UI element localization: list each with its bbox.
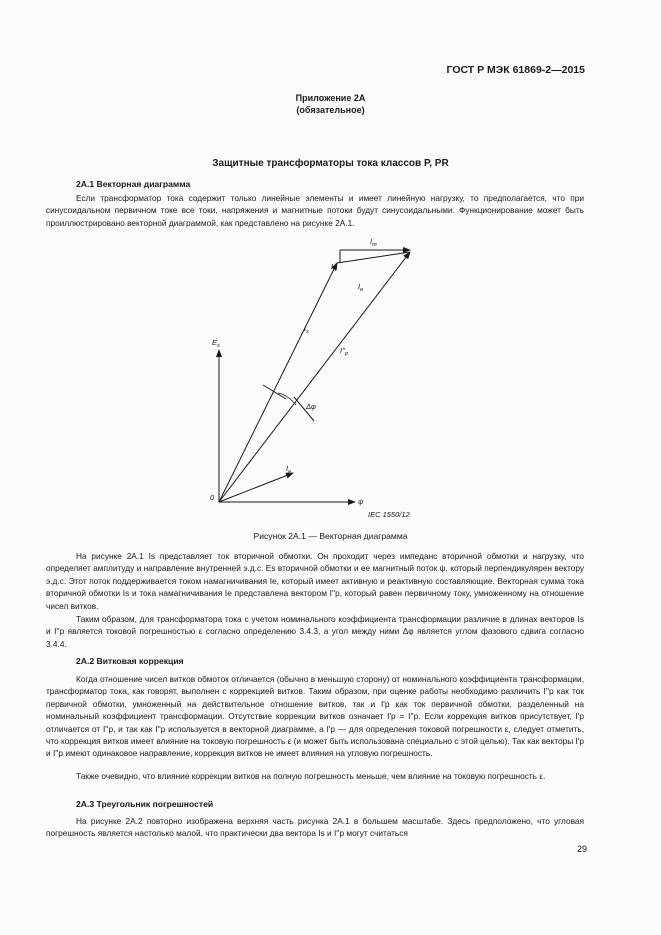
- document-title: Защитные трансформаторы тока классов Р, PR: [212, 158, 449, 169]
- is-tick-mark: [263, 385, 286, 399]
- page-number: 29: [576, 844, 587, 854]
- paragraph: [46, 770, 584, 782]
- label-im: $I_m$: [370, 237, 377, 248]
- figure-caption: Рисунок 2А.1 — Векторная диаграмма: [253, 531, 408, 541]
- is-vector: [219, 263, 337, 502]
- figure-code: IEC 1550/12: [368, 510, 410, 519]
- paragraph-text: Когда отношение чисел витков обмоток отличается (обычно в меньшую сторону) от номинального коэффициента трансформации, трансформатор тока, как говорят, выполнен с коррекцией витков. Таким образом, при оценке работы необходимо различить I''p как ток первичной обмотки, умноженный на действительное отношение витков, так и I'p как ток первичной обмотки, разделенный на номинальный коэффициент трансформации. Отсутствие коррекции витков означает I'p = I''p. Если коррекция витков присутствует, I'p отличается от I''p, и так как I''p используется в векторной диаграмме, а I'p — для определения токовой погрешности ε, следует отметить, что коррекция витков имеет влияние на токовую погрешность ε (и может быть использована специально с этой целью). Так как векторы I'p и I''p имеют одинаковое направление, коррекция витков не имеет влияния на угловую погрешность.: [46, 674, 584, 759]
- standard-header: ГОСТ Р МЭК 61869-2—2015: [446, 64, 585, 76]
- paragraph-text: На рисунке 2А.1 Is представляет ток вторичной обмотки. Он проходит через импеданс вторичной обмотки и нагрузку, что определяет амплитуду и направление внутренней э.д.с. Es вторичной обмотки и ее магнитный поток ψ, который перпендикулярен вектору э.д.с. Этот поток поддерживается током намагничивания Ie, который имеет активную и реактивную составляющие. Векторная сумма тока вторичной обмотки Is и тока намагничивания Ie представлена вектором I''p, который равен первичному току, умноженному на отношение чисел витков.: [46, 551, 584, 611]
- section-heading-2a3: 2А.3 Треугольник погрешностей: [76, 799, 214, 809]
- label-es: $E_s$: [212, 338, 220, 349]
- paragraph-text: На рисунке 2А.2 повторно изображена верхняя часть рисунка 2А.1 в большем масштабе. Здесь предположено, что угловая погрешность является настолько малой, что практически два вектора Is и I''p могут считаться: [46, 816, 584, 839]
- label-ia: $I_a$: [331, 262, 337, 273]
- section-heading-2a1: 2А.1 Векторная диаграмма: [76, 179, 191, 189]
- ip-vector: [219, 252, 410, 502]
- paragraph: [46, 613, 584, 650]
- label-delta-phi: Δφ: [306, 402, 316, 411]
- label-ip: $I''_p$: [340, 346, 349, 357]
- paragraph-text: Таким образом, для трансформатора тока с учетом номинального коэффициента трансформации различие в длинах векторов Is и I''p является токовой погрешностью ε согласно определению 3.4.3, а угол между ними Δφ является углом фазового сдвига согласно 3.4.4.: [46, 614, 584, 649]
- appendix-subtitle: (обязательное): [296, 105, 365, 115]
- label-ie-tip: $I_e$: [358, 282, 364, 293]
- paragraph: [46, 673, 584, 760]
- paragraph: [46, 550, 584, 612]
- label-psi: ψ: [358, 497, 364, 506]
- label-ie: $I_e$: [286, 464, 292, 475]
- paragraph: [46, 192, 584, 229]
- paragraph-text: Если трансформатор тока содержит только линейные элементы и имеет линейную нагрузку, то предполагается, что при синусоидальном первичном токе все токи, напряжения и магнитные потоки будут синусоидальными. Функционирование может быть проиллюстрировано векторной диаграммой, как представлено на рисунке 2А.1.: [46, 193, 584, 228]
- label-origin: 0: [210, 493, 215, 502]
- vector-diagram: [190, 225, 440, 525]
- appendix-title: Приложение 2А: [295, 93, 366, 103]
- ie-tip-vector: [337, 252, 410, 263]
- label-is: $I_s$: [304, 324, 309, 335]
- section-heading-2a2: 2А.2 Витковая коррекция: [76, 656, 184, 666]
- paragraph: [46, 815, 584, 840]
- paragraph-text: Также очевидно, что влияние коррекции витков на полную погрешность меньше, чем влияние на токовую погрешность ε.: [76, 771, 546, 781]
- delta-phi-arc: [278, 393, 296, 405]
